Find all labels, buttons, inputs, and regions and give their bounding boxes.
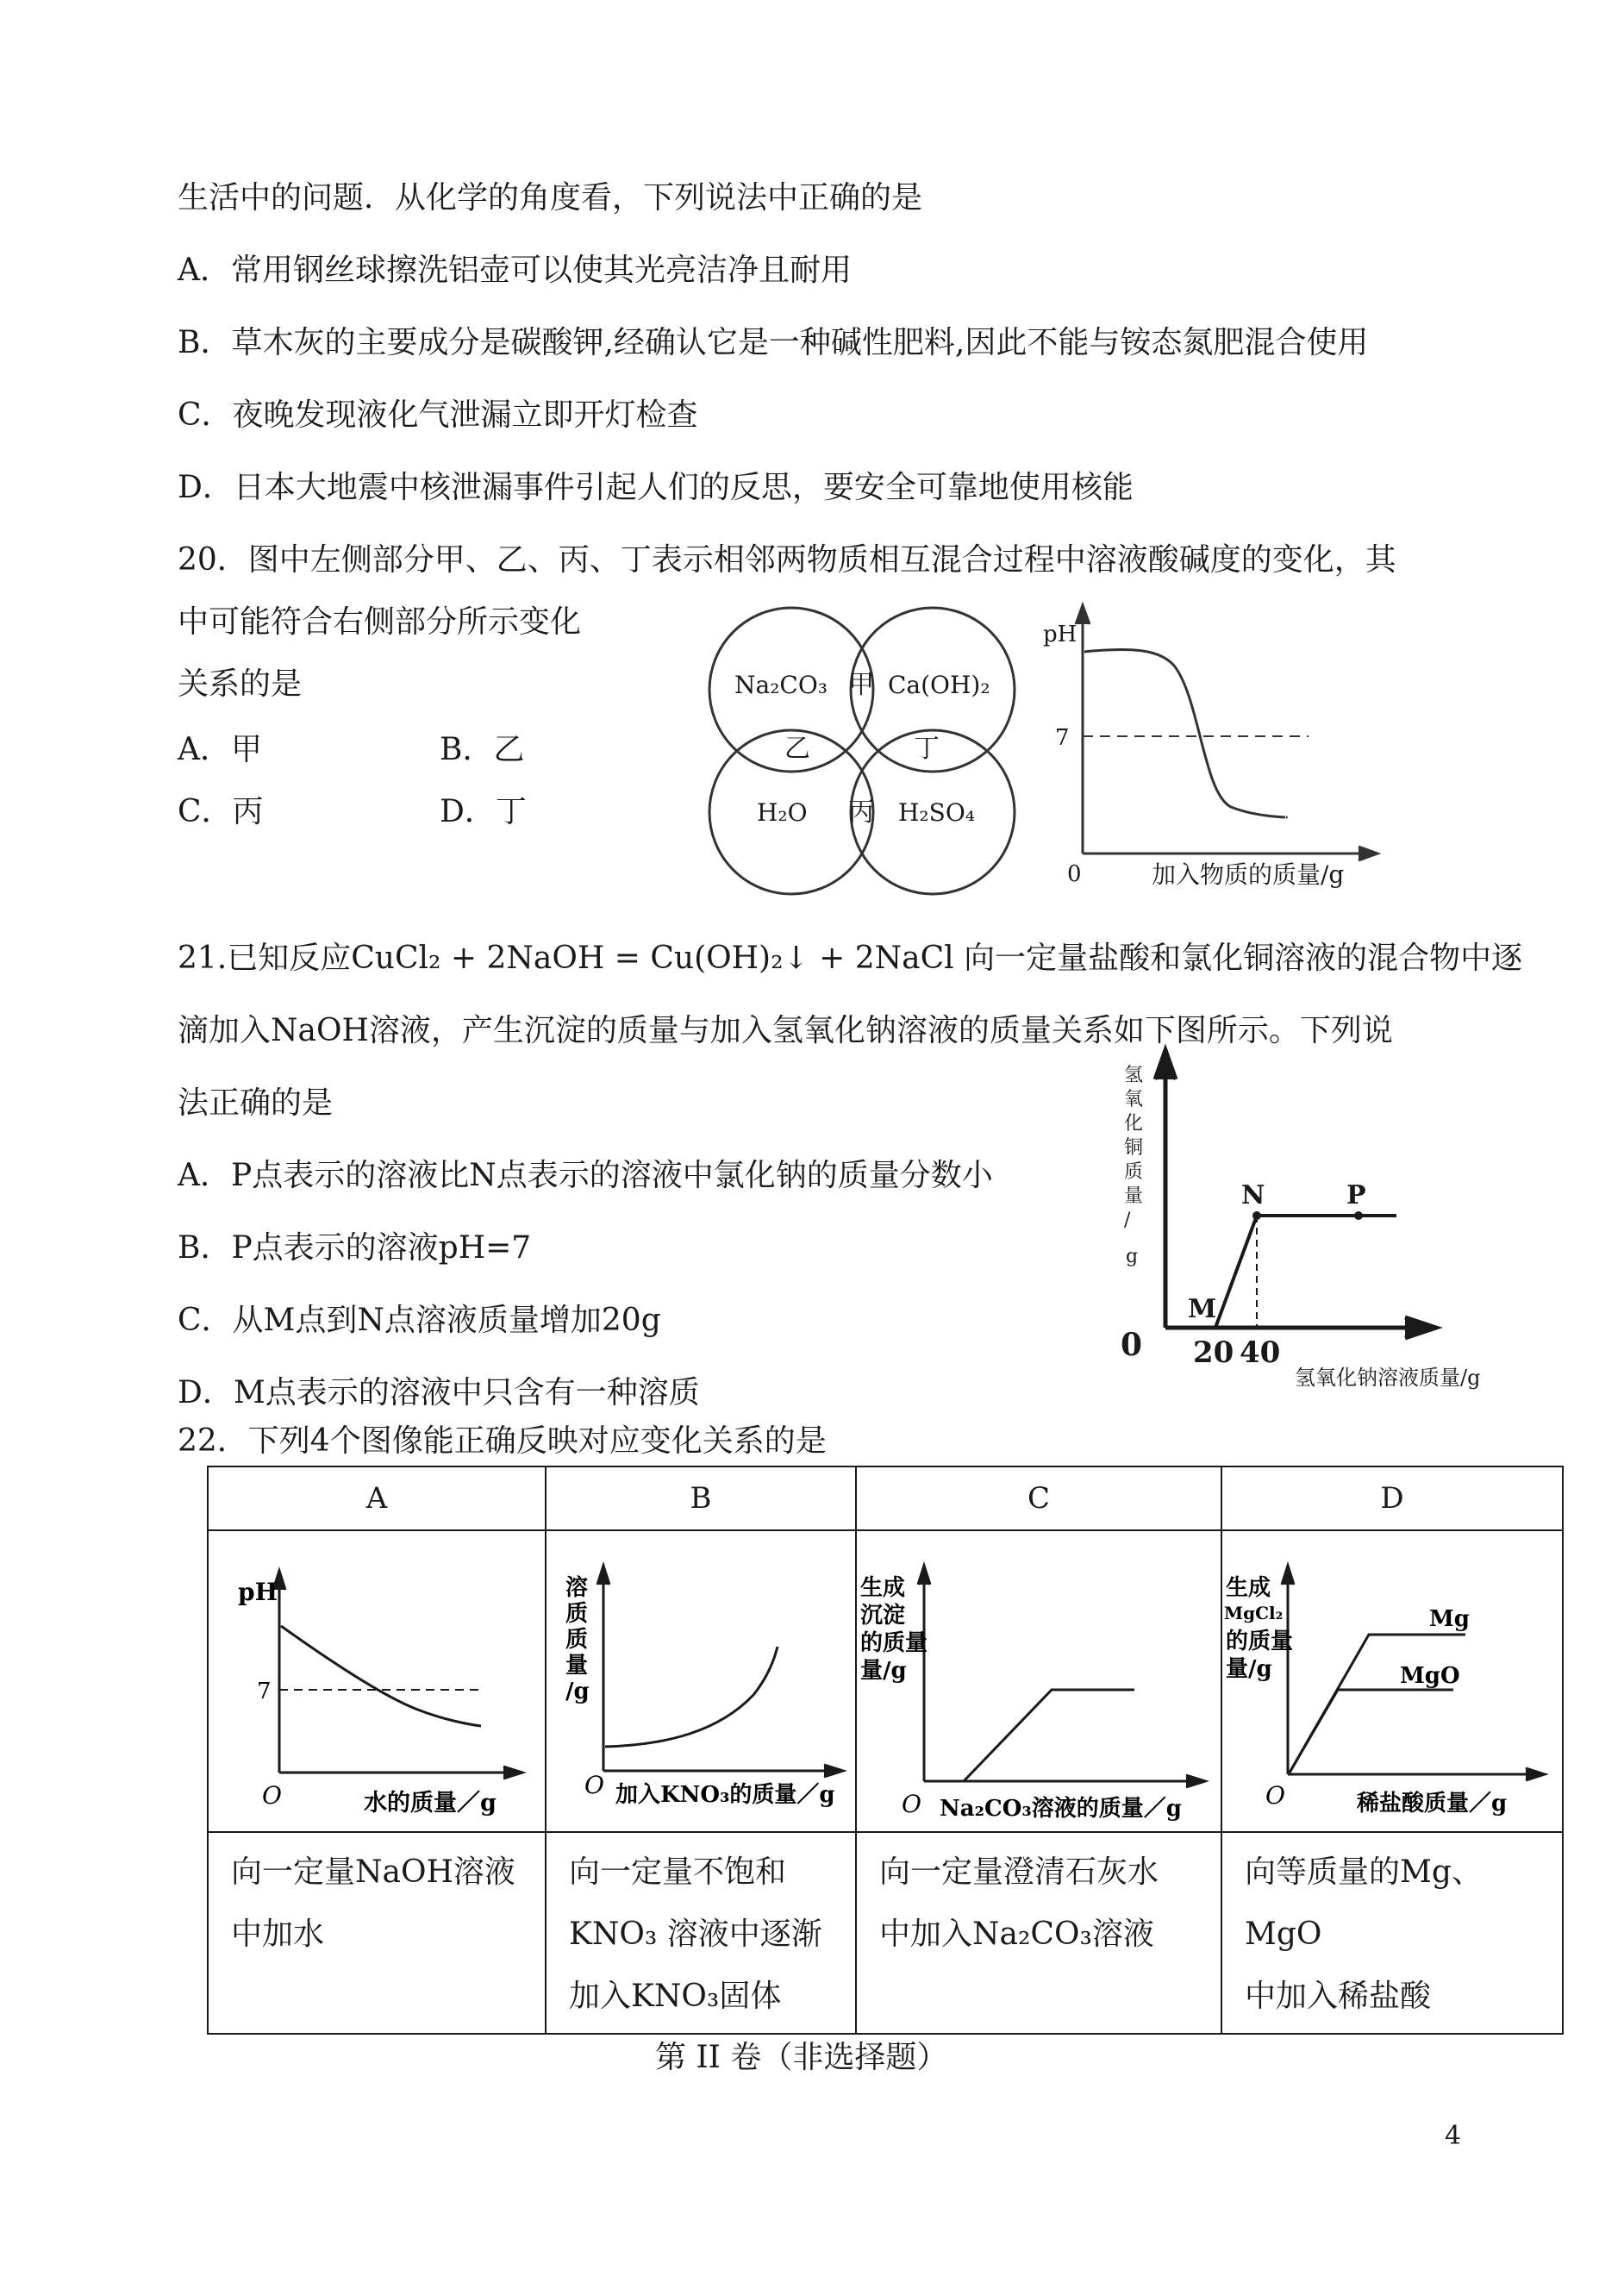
q22-d-ylabel-3: 的质量: [1226, 1629, 1294, 1654]
q22-d-xlabel: 稀盐酸质量／g: [1357, 1791, 1508, 1817]
q21-ylabel-char-3: 化: [1124, 1113, 1144, 1135]
q21-point-m: M: [1188, 1294, 1217, 1324]
q22-b-ylabel-2: 质: [565, 1601, 589, 1627]
q21-ylabel-char-4: 铜: [1124, 1137, 1144, 1159]
q22-d-mgo-label: MgO: [1400, 1663, 1460, 1689]
q21-ylabel-char-5: 质: [1124, 1161, 1144, 1183]
q22-a-ylabel: pH: [238, 1578, 278, 1606]
q22-graph-cell-a: [208, 1530, 546, 1832]
q22-d-ylabel-1: 生成: [1226, 1575, 1271, 1601]
q22-desc-b-line2: KNO₃ 溶液中逐渐: [569, 1917, 822, 1952]
q22-desc-c-line2: 中加入Na₂CO₃溶液: [879, 1917, 1154, 1952]
venn-label-h2o: H₂O: [757, 798, 808, 827]
q22-graph-d: [1222, 1531, 1560, 1824]
q22-graph-c: [857, 1531, 1219, 1824]
q21-origin-label: 0: [1121, 1327, 1143, 1363]
q22-d-origin: O: [1265, 1781, 1285, 1810]
q22-header-c: C: [856, 1466, 1221, 1530]
page-number: 4: [1445, 2121, 1462, 2151]
q22-d-mgo-line: [1290, 1690, 1453, 1773]
ph-origin-label: 0: [1067, 861, 1082, 887]
q21-ylabel-char-2: 氧: [1124, 1089, 1144, 1110]
q22-b-ylabel-3: 质: [565, 1627, 589, 1653]
q22-c-origin: O: [902, 1790, 921, 1818]
venn-region-jia: 甲: [848, 670, 874, 700]
q22-header-d: D: [1221, 1466, 1563, 1530]
venn-label-na2co3: Na₂CO₃: [734, 671, 828, 699]
q20-ph-graph: [1031, 595, 1393, 897]
venn-region-ding: 丁: [914, 734, 940, 764]
q20-stem-line1: 20．图中左侧部分甲、乙、丙、丁表示相邻两物质相互混合过程中溶液酸碱度的变化，其: [178, 542, 1396, 578]
q22-desc-c: [856, 1832, 1221, 2034]
q22-b-ylabel-4: 量: [565, 1653, 589, 1679]
q20-venn-diagram: [707, 586, 1017, 914]
q21-x-tick-20: 20: [1193, 1335, 1234, 1370]
q22-desc-d-line2: 中加入稀盐酸: [1245, 1979, 1432, 2014]
q22-graph-cell-c: [856, 1530, 1221, 1832]
q22-b-ylabel-5: /g: [565, 1679, 590, 1704]
q21-option-c: C．从M点到N点溶液质量增加20g: [178, 1303, 661, 1338]
ph-seven-label: 7: [1055, 725, 1070, 751]
q22-b-curve: [605, 1647, 778, 1747]
q22-desc-c-line1: 向一定量澄清石灰水: [879, 1854, 1159, 1890]
q21-option-d: D．M点表示的溶液中只含有一种溶质: [178, 1375, 700, 1410]
q22-b-origin: O: [584, 1771, 604, 1799]
q22-desc-b: [546, 1832, 856, 2034]
q21-point-p: P: [1346, 1180, 1366, 1210]
q22-a-origin: O: [262, 1781, 282, 1810]
q21-ylabel-unit: g: [1126, 1246, 1139, 1267]
q22-a-curve: [281, 1626, 481, 1726]
q22-a-y7: 7: [257, 1679, 272, 1704]
venn-label-caoh2: Ca(OH)₂: [888, 671, 990, 699]
q21-point-n: N: [1241, 1180, 1265, 1210]
q19-option-a: A．常用钢丝球擦洗铝壶可以使其光亮洁净且耐用: [178, 253, 852, 288]
q22-d-mg-line: [1290, 1635, 1465, 1773]
ph-axis-label: pH: [1043, 622, 1077, 647]
q21-ylabel-char-1: 氢: [1124, 1065, 1144, 1086]
q21-x-axis-label: 氢氧化钠溶液质量/g: [1295, 1366, 1481, 1390]
q22-c-ylabel-3: 的质量: [860, 1630, 928, 1656]
q19-option-c: C．夜晚发现液化气泄漏立即开灯检查: [178, 397, 698, 433]
q22-b-xlabel: 加入KNO₃的质量／g: [615, 1782, 835, 1808]
q22-c-ylabel-1: 生成: [860, 1575, 906, 1601]
q21-stem-line1: 21.已知反应CuCl₂ + 2NaOH = Cu(OH)₂↓ + 2NaCl 向一定量盐酸和氯化铜溶液的混合物中逐: [178, 941, 1523, 976]
q22-desc-b-line3: 加入KNO₃固体: [569, 1979, 782, 2014]
q21-ylabel-char-7: /: [1124, 1210, 1131, 1231]
q22-desc-d: [1221, 1832, 1563, 2034]
q22-graph-a: [209, 1531, 543, 1824]
q22-graph-b: [547, 1531, 853, 1824]
q20-option-a: A．甲: [178, 732, 262, 767]
q22-c-line: [964, 1690, 1134, 1781]
q22-header-b: B: [546, 1466, 856, 1530]
section-title: 第 II 卷（非选择题）: [655, 2040, 948, 2075]
q20-stem-line3: 关系的是: [178, 666, 303, 702]
q22-graph-cell-d: [1221, 1530, 1563, 1832]
q22-desc-a: [208, 1832, 546, 2034]
q19-option-b: B．草木灰的主要成分是碳酸钾,经确认它是一种碱性肥料,因此不能与铵态氮肥混合使用: [178, 325, 1369, 360]
q22-desc-d-line1: 向等质量的Mg、MgO: [1245, 1854, 1483, 1952]
q22-c-xlabel: Na₂CO₃溶液的质量／g: [940, 1796, 1182, 1822]
q21-precipitate-graph: [1112, 1043, 1526, 1405]
q22-c-ylabel-4: 量/g: [860, 1658, 907, 1684]
q19-stem-end: 生活中的问题．从化学的角度看，下列说法中正确的是: [178, 180, 923, 216]
q21-option-a: A．P点表示的溶液比N点表示的溶液中氯化钠的质量分数小: [178, 1158, 993, 1193]
q22-options-table: [207, 1466, 1564, 2035]
ph-curve: [1084, 649, 1286, 817]
q20-option-c: C．丙: [178, 794, 264, 829]
q21-option-b: B．P点表示的溶液pH=7: [178, 1230, 532, 1266]
q22-header-a: A: [208, 1466, 546, 1530]
q19-option-d: D．日本大地震中核泄漏事件引起人们的反思，要安全可靠地使用核能: [178, 470, 1134, 505]
ph-x-axis-label: 加入物质的质量/g: [1152, 860, 1345, 889]
q22-stem: 22．下列4个图像能正确反映对应变化关系的是: [178, 1423, 827, 1459]
q22-d-ylabel-2: MgCl₂: [1224, 1603, 1284, 1623]
q20-stem-line2: 中可能符合右侧部分所示变化: [178, 604, 582, 640]
q22-d-mg-label: Mg: [1429, 1606, 1470, 1632]
venn-region-bing: 丙: [848, 797, 874, 828]
q22-b-ylabel-1: 溶: [565, 1575, 589, 1601]
venn-label-h2so4: H₂SO₄: [898, 798, 976, 827]
q22-desc-a-line1: 向一定量NaOH溶液: [231, 1854, 515, 1890]
q22-graph-cell-b: [546, 1530, 856, 1832]
q22-a-xlabel: 水的质量／g: [364, 1790, 497, 1817]
venn-region-yi: 乙: [784, 734, 810, 764]
q22-c-ylabel-2: 沉淀: [860, 1603, 906, 1629]
q20-option-d: D．丁: [440, 794, 527, 829]
q21-stem-line3: 法正确的是: [178, 1085, 334, 1121]
q21-x-tick-40: 40: [1240, 1335, 1281, 1370]
q20-option-b: B．乙: [440, 732, 525, 767]
q22-desc-a-line2: 中加水: [231, 1917, 325, 1952]
q21-stem-line2: 滴加入NaOH溶液，产生沉淀的质量与加入氢氧化钠溶液的质量关系如下图所示。下列说: [178, 1013, 1393, 1048]
q22-desc-b-line1: 向一定量不饱和: [569, 1854, 787, 1890]
q22-d-ylabel-4: 量/g: [1226, 1656, 1272, 1682]
q21-ylabel-char-6: 量: [1124, 1185, 1144, 1207]
